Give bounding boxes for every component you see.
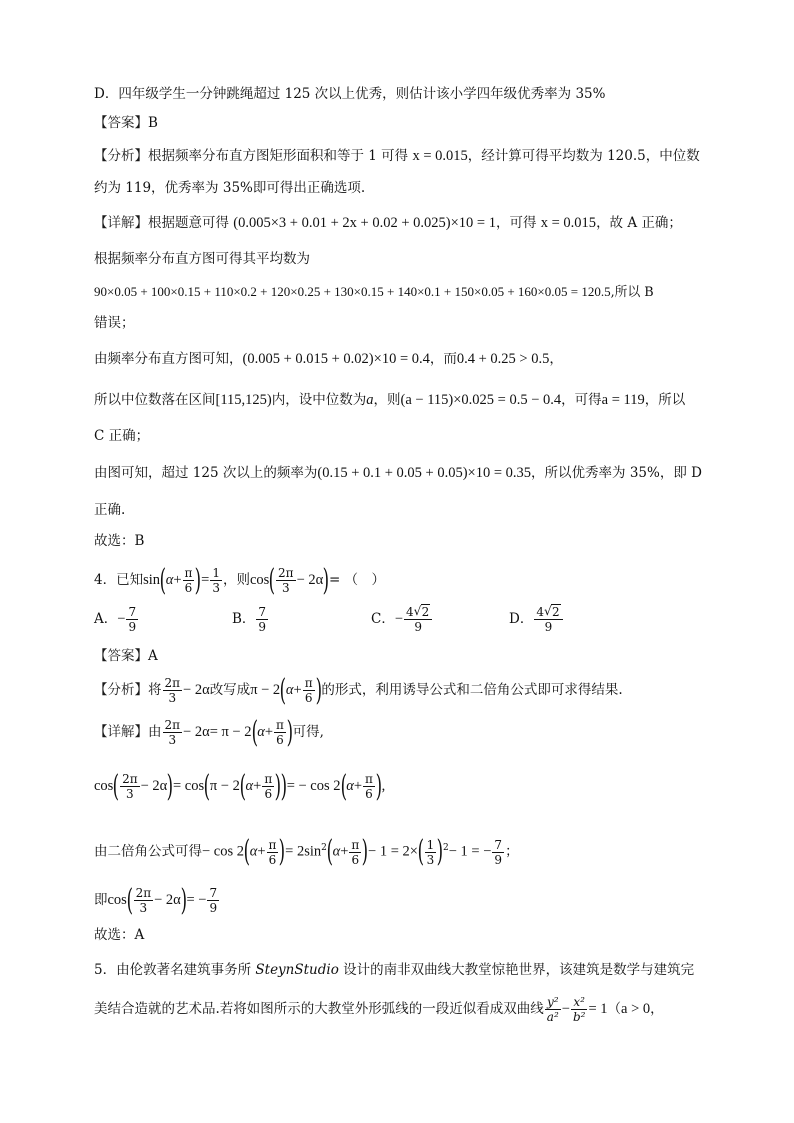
fraction: $\frac{1}{3}$ <box>212 566 220 595</box>
analysis-line-2: 约为 119，优秀率为 35%即可得出正确选项. <box>94 180 366 196</box>
option-c: C．− $\frac{4√ 2}{9}$ <box>371 601 433 637</box>
q4-choice: 故选：A <box>94 927 145 943</box>
answer-tag: 【答案】 <box>94 115 148 131</box>
math-expr: a = 119 <box>601 392 645 408</box>
q4-stem: 4．已知sin(α+ $\frac{\pi}{6}$ )= $\frac{1}{3}$ ，则cos( $\frac{2\pi}{3}$ − 2α)= （ ） <box>94 562 386 598</box>
fraction: $\frac{2\pi}{3}$ <box>278 566 294 595</box>
sqrt-symbol: √ 2 <box>544 606 561 618</box>
q4-analysis: 【分析】将 $\frac{2\pi}{3}$ − 2α改写成π − 2(α+ $\frac{\pi}{6}$ )的形式，利用诱导公式和二倍角公式即可求得结果. <box>94 672 623 708</box>
math-expr: [115,125) <box>215 392 272 408</box>
math-expr: (0.15 + 0.1 + 0.05 + 0.05)×10 = 0.35 <box>317 465 532 481</box>
sqrt-symbol: √ 2 <box>414 606 431 618</box>
detail-line-1: 【详解】根据题意可得 (0.005×3 + 0.01 + 2x + 0.02 + 0.025)×10 = 1，可得 x = 0.015，故 A 正确； <box>94 215 682 231</box>
math-expr: x = 0.015 <box>412 148 468 164</box>
detail-line-2: 根据频率分布直方图可得其平均数为 <box>94 251 310 267</box>
q5-line-2: 美结合造就的艺术品.若将如图所示的大教堂外形弧线的一段近似看成双曲线 $\frac{\text{y²}}{\text{a²}}$ − $\frac{\text{x²}}{\text{b²}}$ = 1（a > 0， <box>94 995 664 1024</box>
math-var: a <box>366 392 374 408</box>
math-expr: 0.4 + 0.25 > 0.5 <box>456 351 550 367</box>
math-expr: 90×0.05 + 100×0.15 + 110×0.2 + 120×0.25 + 130×0.15 + 140×0.1 + 150×0.05 + 160×0.05 = 120.5 <box>94 284 611 299</box>
studio-name: SteynStudio <box>255 962 339 978</box>
detail-line-5: 由频率分布直方图可知，(0.005 + 0.015 + 0.02)×10 = 0.4，而0.4 + 0.25 > 0.5， <box>94 351 563 367</box>
detail-line-7: C 正确； <box>94 428 150 444</box>
detail-line-4: 错误； <box>94 315 135 331</box>
option-b: B． $\frac{7}{9}$ <box>232 605 267 634</box>
detail-line-9: 正确. <box>94 502 126 518</box>
math-expr: (a − 115)×0.025 = 0.5 − 0.4 <box>400 392 562 408</box>
analysis-line-1: 【分析】根据频率分布直方图矩形面积和等于 1 可得 x = 0.015，经计算可得平均数为 120.5，中位数 <box>94 148 700 164</box>
q4-detail-4: 即cos( $\frac{2\pi}{3}$ − 2α)= − $\frac{7}{9}$ <box>94 882 218 918</box>
choice-line: 故选：B <box>94 533 145 549</box>
fraction: $\frac{\pi}{6}$ <box>184 566 193 595</box>
q4-options <box>94 601 694 637</box>
option-d: D． $\frac{4√ 2}{9}$ <box>509 601 564 637</box>
detail-line-3: 90×0.05 + 100×0.15 + 110×0.2 + 120×0.25 + 130×0.15 + 140×0.1 + 150×0.05 + 160×0.05 = 120.5,所以 B <box>94 284 654 300</box>
answer-row <box>94 113 158 133</box>
q4-detail-2: cos( $\frac{2\pi}{3}$ − 2α)= cos(π − 2(α+ $\frac{\pi}{6}$ ))= − cos 2(α+ $\frac{\pi}{6}$ ), <box>94 768 386 804</box>
q5-line-1: 5．由伦敦著名建筑事务所 SteynStudio 设计的南非双曲线大教堂惊艳世界，该建筑是数学与建筑完 <box>94 962 695 978</box>
detail-line-6: 所以中位数落在区间[115,125)内，设中位数为a，则(a − 115)×0.025 = 0.5 − 0.4，可得a = 119，所以 <box>94 392 686 408</box>
math-expr: (0.005×3 + 0.01 + 2x + 0.02 + 0.025)×10 = 1 <box>233 215 496 231</box>
analysis-tag: 【分析】 <box>94 148 148 164</box>
option-a: A．− $\frac{7}{9}$ <box>94 605 137 634</box>
math-expr: x = 0.015 <box>540 215 597 231</box>
detail-line-8: 由图可知，超过 125 次以上的频率为(0.15 + 0.1 + 0.05 + 0.05)×10 = 0.35，所以优秀率为 35%，即 D <box>94 465 702 481</box>
math-expr: (0.005 + 0.015 + 0.02)×10 = 0.4 <box>242 351 430 367</box>
option-d: D．四年级学生一分钟跳绳超过 125 次以上优秀，则估计该小学四年级优秀率为 35% <box>94 86 606 102</box>
q4-detail-1: 【详解】由 $\frac{2\pi}{3}$ − 2α= π − 2(α+ $\frac{\pi}{6}$ )可得, <box>94 714 324 750</box>
detail-tag: 【详解】 <box>94 215 148 231</box>
q4-answer-row: 【答案】A <box>94 648 158 664</box>
answer-value: B <box>148 115 158 131</box>
q4-detail-3: 由二倍角公式可得− cos 2(α+ $\frac{\pi}{6}$ )= $2\sin^2(\alpha+$ $\frac{\pi}{6}$ )− 1 = 2×( $\frac{1}{3}$ )$^2$− 1 = − $\frac{7}{9}$ ； <box>94 834 519 869</box>
